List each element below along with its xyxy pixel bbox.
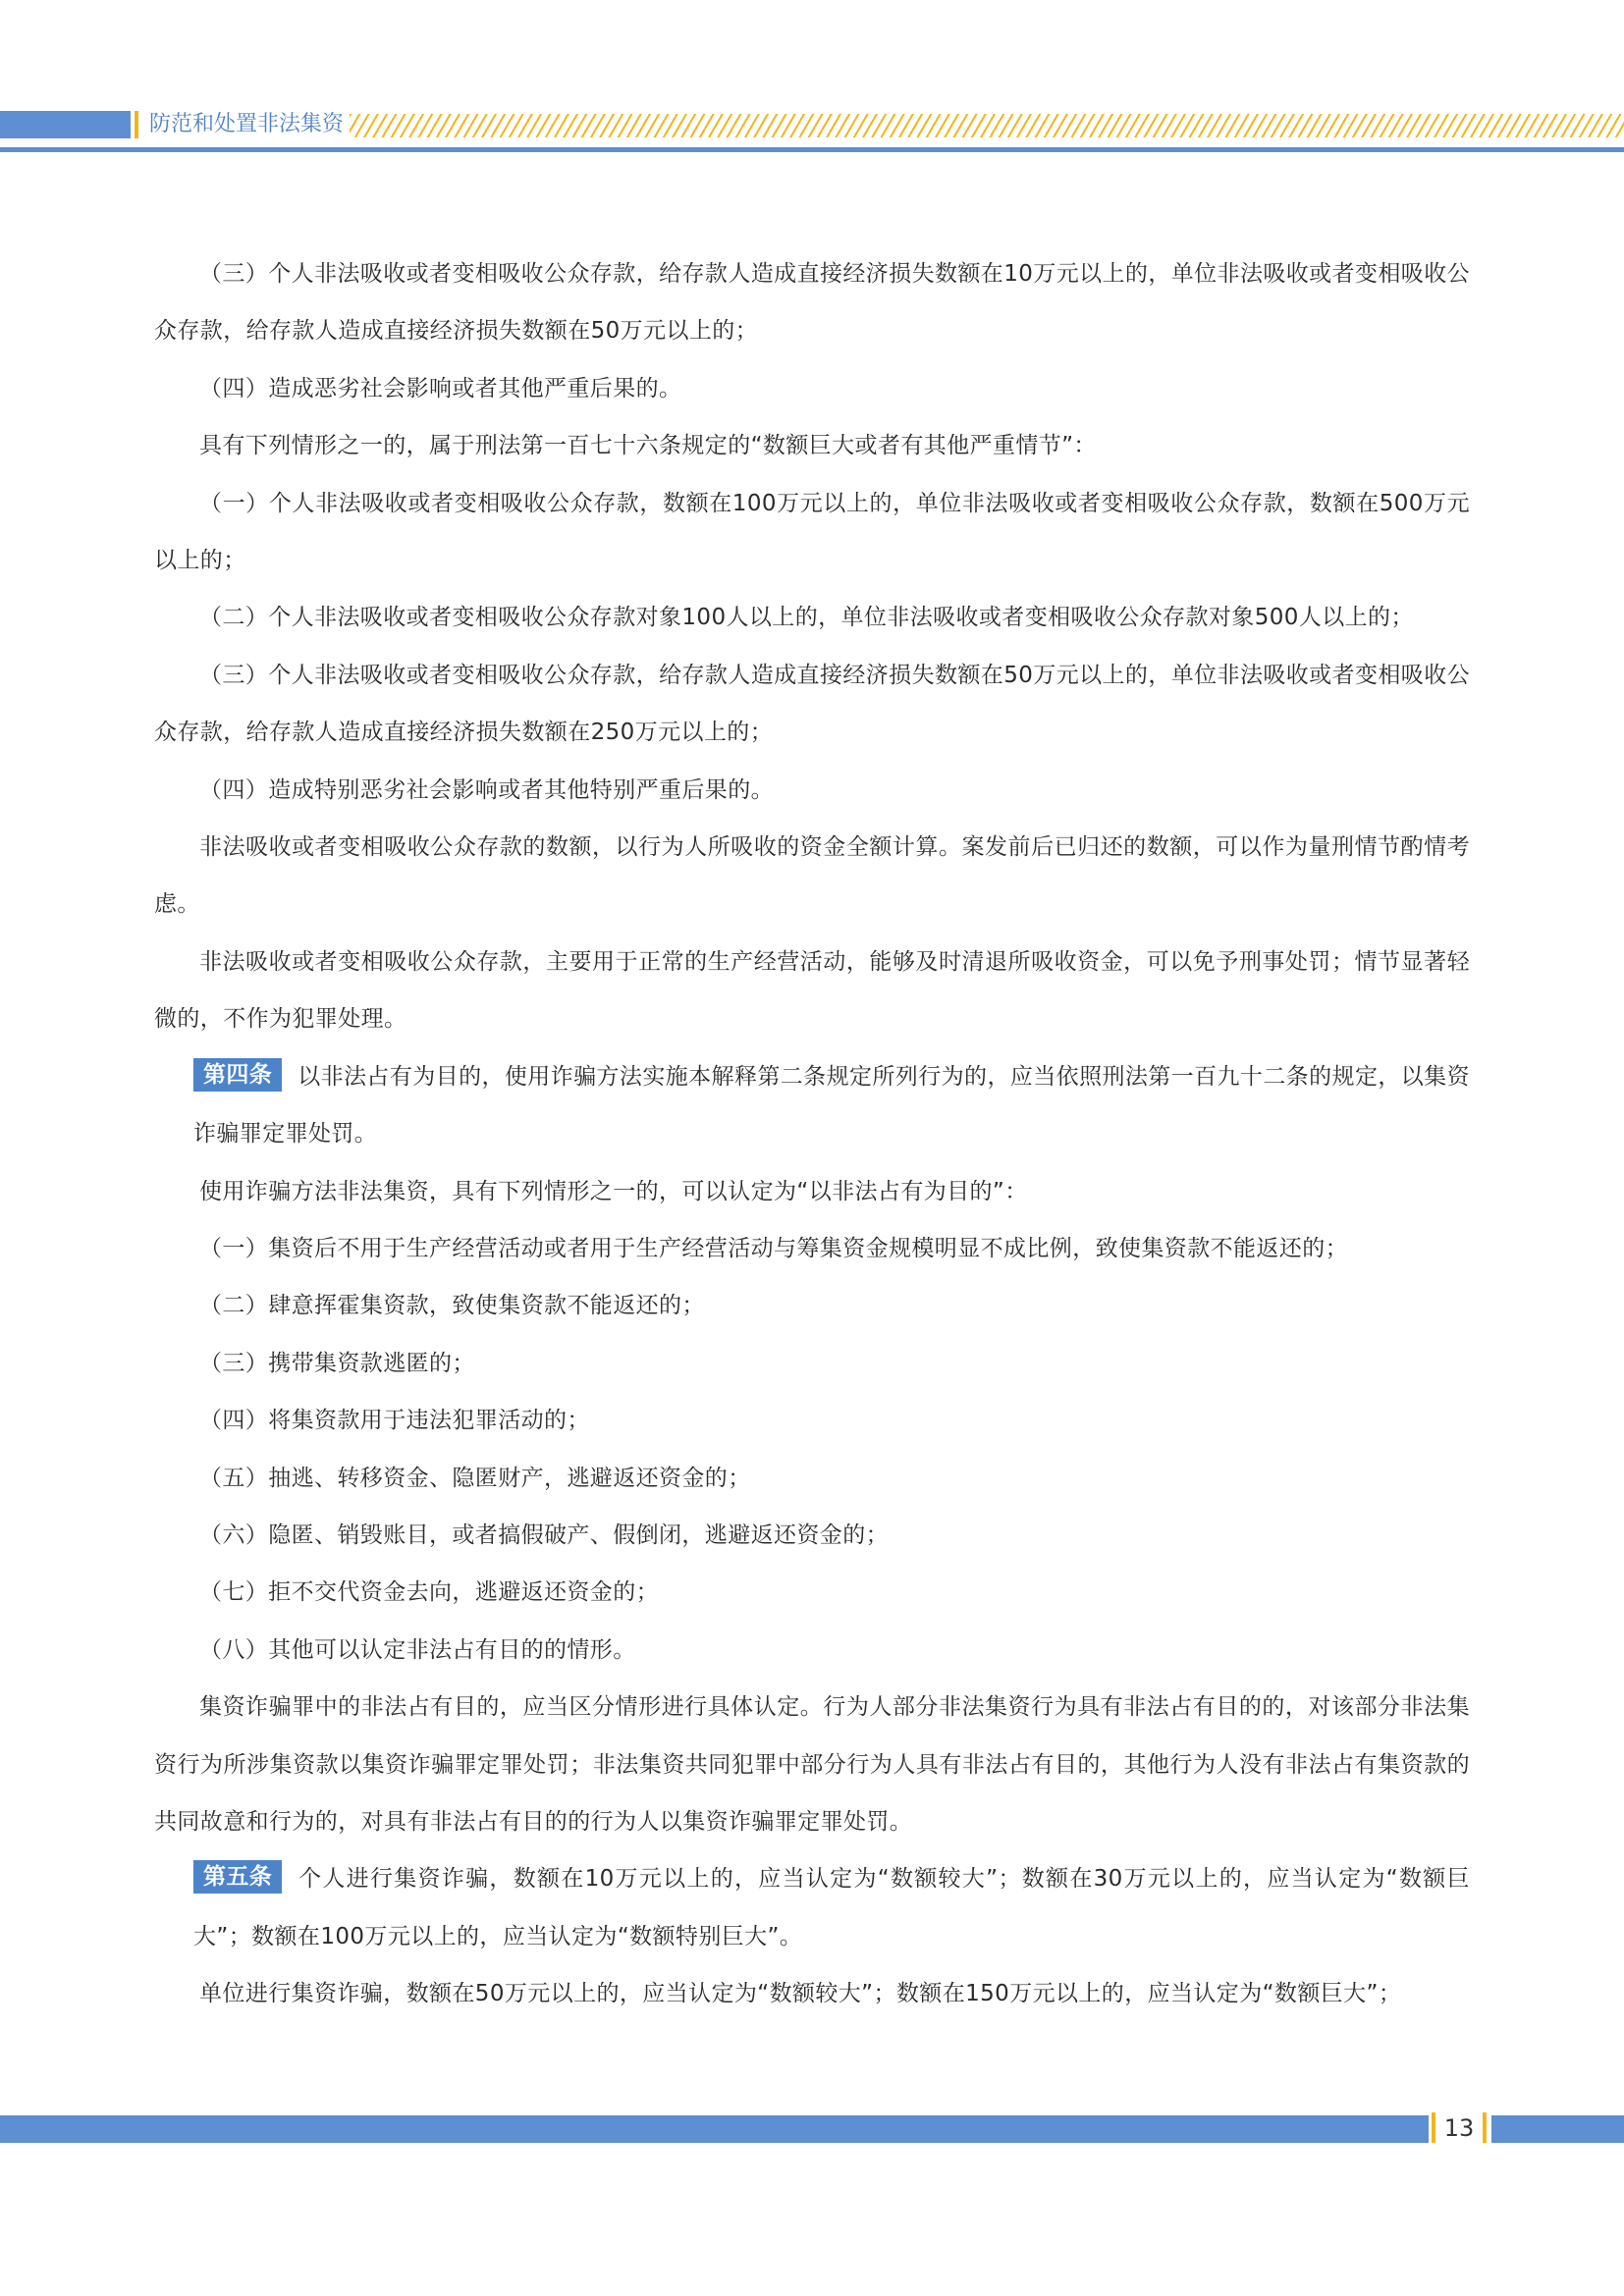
article-4-tag: 第四条	[193, 1058, 282, 1092]
header-left-band	[0, 111, 131, 138]
paragraph: （八）其他可以认定非法占有目的的情形。	[199, 1636, 636, 1663]
paragraph: （七）拒不交代资金去向，逃避返还资金的；	[199, 1579, 659, 1606]
paragraph: （一）个人非法吸收或者变相吸收公众存款，数额在100万元以上的，单位非法吸收或者变相吸收公众存款，数额在500万元以上的；	[154, 490, 1470, 574]
paragraph: （四）造成特别恶劣社会影响或者其他特别严重后果的。	[199, 776, 774, 803]
article-4	[154, 1048, 1470, 1163]
header-stripe-pattern	[350, 114, 1624, 137]
paragraph: （四）将集资款用于违法犯罪活动的；	[199, 1408, 590, 1434]
paragraph: （五）抽逃、转移资金、隐匿财产，逃避返还资金的；	[199, 1465, 751, 1491]
header-accent-bar	[135, 111, 138, 138]
article-4-text: 以非法占有为目的，使用诈骗方法实施本解释第二条规定所列行为的，应当依照刑法第一百九十二条的规定，以集资诈骗罪定罪处罚。	[193, 1063, 1470, 1148]
footer-accent-right	[1483, 2112, 1487, 2143]
paragraph: 使用诈骗方法非法集资，具有下列情形之一的，可以认定为“以非法占有为目的”：	[199, 1178, 1028, 1204]
paragraph: （四）造成恶劣社会影响或者其他严重后果的。	[199, 375, 682, 401]
paragraph: （二）个人非法吸收或者变相吸收公众存款对象100人以上的，单位非法吸收或者变相吸收公众存款对象500人以上的；	[199, 605, 1414, 631]
header-title: 防范和处置非法集资	[149, 112, 345, 136]
paragraph: （六）隐匿、销毁账目，或者搞假破产、假倒闭，逃避返还资金的；	[199, 1522, 889, 1548]
paragraph: （二）肆意挥霍集资款，致使集资款不能返还的；	[199, 1293, 705, 1319]
footer-band	[0, 2115, 1429, 2143]
paragraph: 非法吸收或者变相吸收公众存款的数额，以行为人所吸收的资金全额计算。案发前后已归还的数额，可以作为量刑情节酌情考虑。	[154, 834, 1470, 918]
article-5	[154, 1850, 1470, 1965]
paragraph: （一）集资后不用于生产经营活动或者用于生产经营活动与筹集资金规模明显不成比例，致使集资款不能返还的；	[199, 1235, 1348, 1261]
paragraph: 集资诈骗罪中的非法占有目的，应当区分情形进行具体认定。行为人部分非法集资行为具有非法占有目的的，对该部分非法集资行为所涉集资款以集资诈骗罪定罪处罚；非法集资共同犯罪中部分行为人具有非法占有目的，其他行为人没有非法占有集资款的共同故意和行为的，对具有非法占有目的的行为人以集资诈骗罪定罪处罚。	[154, 1694, 1470, 1835]
header-rule	[0, 147, 1624, 152]
footer-band-right	[1491, 2115, 1624, 2143]
footer-accent-left	[1432, 2112, 1435, 2143]
article-5-tag: 第五条	[193, 1860, 282, 1894]
page-body	[154, 245, 1470, 2023]
paragraph: 非法吸收或者变相吸收公众存款，主要用于正常的生产经营活动，能够及时清退所吸收资金，可以免予刑事处罚；情节显著轻微的，不作为犯罪处理。	[154, 948, 1470, 1033]
paragraph: 具有下列情形之一的，属于刑法第一百七十六条规定的“数额巨大或者有其他严重情节”：	[199, 433, 1097, 459]
paragraph: 单位进行集资诈骗，数额在50万元以上的，应当认定为“数额较大”；数额在150万元以上的，应当认定为“数额巨大”；	[199, 1981, 1402, 2007]
paragraph: （三）个人非法吸收或者变相吸收公众存款，给存款人造成直接经济损失数额在50万元以上的，单位非法吸收或者变相吸收公众存款，给存款人造成直接经济损失数额在250万元以上的；	[154, 662, 1470, 746]
article-5-text: 个人进行集资诈骗，数额在10万元以上的，应当认定为“数额较大”；数额在30万元以上的，应当认定为“数额巨大”；数额在100万元以上的，应当认定为“数额特别巨大”。	[193, 1866, 1470, 1949]
paragraph: （三）携带集资款逃匿的；	[199, 1350, 475, 1376]
page-number: 13	[1443, 2114, 1475, 2142]
paragraph: （三）个人非法吸收或者变相吸收公众存款，给存款人造成直接经济损失数额在10万元以上的，单位非法吸收或者变相吸收公众存款，给存款人造成直接经济损失数额在50万元以上的；	[154, 261, 1470, 345]
